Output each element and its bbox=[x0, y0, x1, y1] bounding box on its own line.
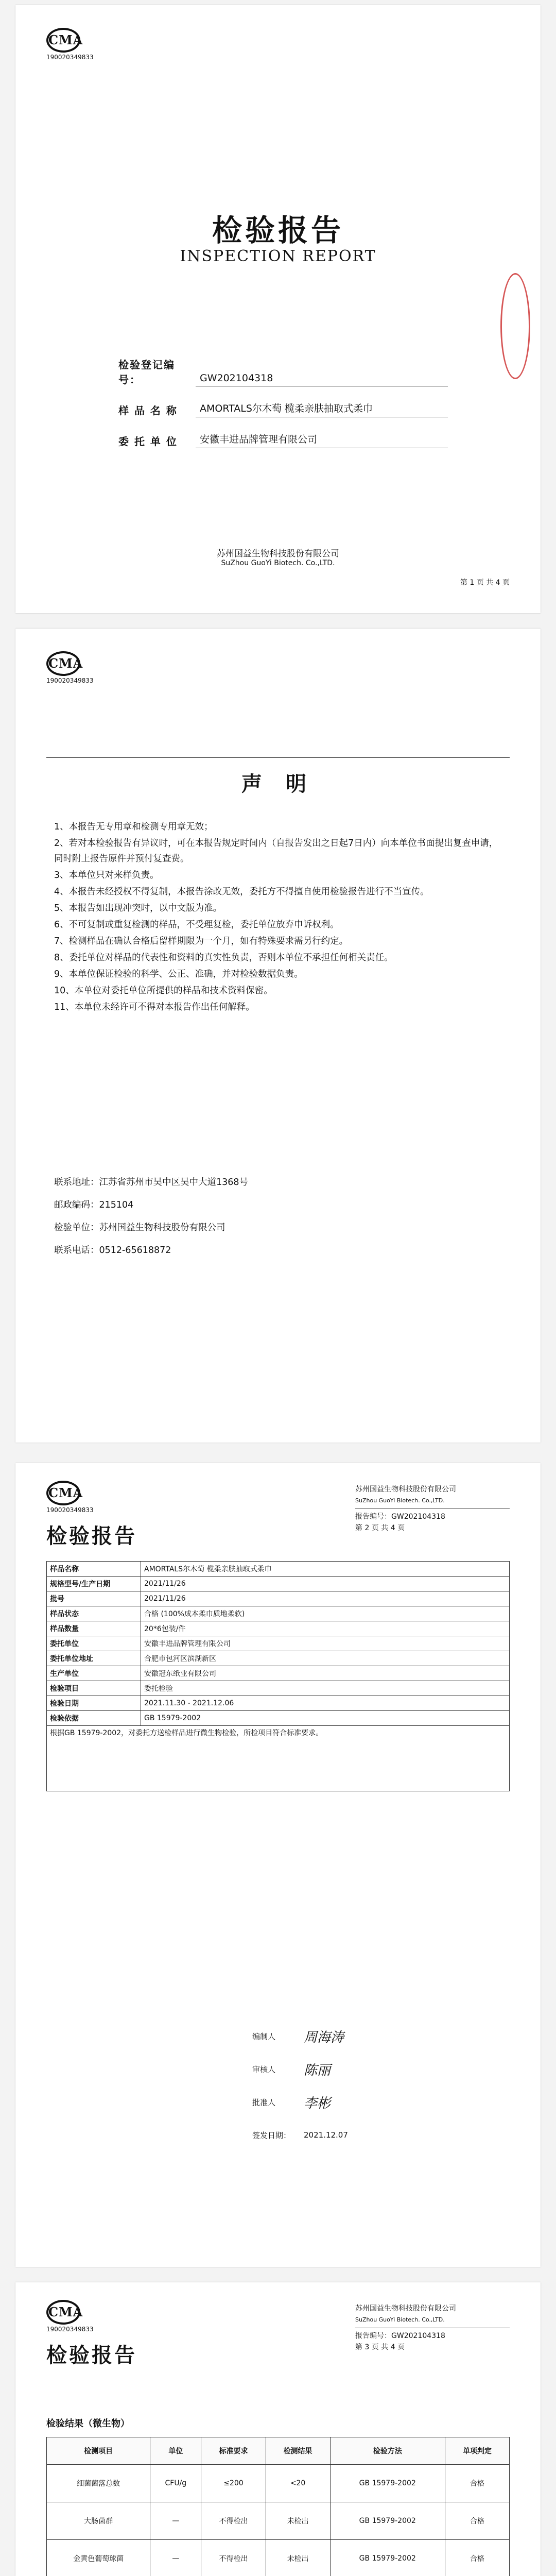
declaration-title: 声 明 bbox=[241, 772, 315, 796]
cma-logo bbox=[46, 1479, 98, 1514]
results-table bbox=[46, 2437, 510, 2576]
report-page bbox=[15, 1463, 541, 2267]
column-header: 单项判定 bbox=[445, 2437, 509, 2465]
field-value: GW202104318 bbox=[196, 372, 448, 386]
row-label: 批号 bbox=[47, 1591, 141, 1606]
row-value: 安徽丰进品牌管理有限公司 bbox=[141, 1636, 510, 1651]
cover-page bbox=[15, 5, 541, 613]
declaration-item: 4、本报告未经授权不得复制，本报告涂改无效，委托方不得擅自使用检验报告进行不当宣传。 bbox=[54, 887, 429, 897]
row-value: 20*6包装/件 bbox=[141, 1621, 510, 1636]
sign-date: 2021.12.07 bbox=[304, 2130, 348, 2140]
table-row bbox=[47, 1696, 510, 1711]
declaration-item: 6、不可复制或重复检测的样品，不受理复检，委托单位放弃申诉权利。 bbox=[54, 920, 339, 930]
cma-logo bbox=[46, 2298, 98, 2333]
sign-date-label: 签发日期： bbox=[252, 2130, 291, 2140]
field-row bbox=[118, 417, 448, 448]
row-label: 检验依据 bbox=[47, 1711, 141, 1726]
signature-block bbox=[252, 2020, 479, 2151]
cell: 不得检出 bbox=[201, 2540, 266, 2576]
report-header-info bbox=[355, 1484, 510, 1534]
cell: — bbox=[150, 2540, 201, 2576]
row-value: 合肥市包河区滨湖新区 bbox=[141, 1651, 510, 1666]
row-value: 安徽冠东纸业有限公司 bbox=[141, 1666, 510, 1681]
cma-mark: CMA bbox=[46, 28, 80, 53]
institute-name-en: SuZhou GuoYi Biotech. Co.,LTD. bbox=[355, 1495, 510, 1509]
table-row bbox=[47, 1621, 510, 1636]
cell: 合格 bbox=[445, 2502, 509, 2540]
cma-number: 190020349833 bbox=[46, 1506, 94, 1514]
row-label: 委托单位 bbox=[47, 1636, 141, 1651]
cell: — bbox=[150, 2502, 201, 2540]
contact-line: 邮政编码：215104 bbox=[54, 1200, 134, 1210]
sign-role: 批准人 bbox=[252, 2097, 276, 2107]
field-label: 检验登记编号： bbox=[118, 359, 175, 386]
cell: 不得检出 bbox=[201, 2502, 266, 2540]
row-value: 合格 (100%成本柔巾质地柔软) bbox=[141, 1606, 510, 1621]
cell: 细菌菌落总数 bbox=[47, 2465, 150, 2502]
column-header: 检验方法 bbox=[330, 2437, 445, 2465]
row-label: 检验日期 bbox=[47, 1696, 141, 1711]
cover-title: 检验报告 bbox=[212, 213, 344, 248]
declaration-item: 5、本报告如出现冲突时，以中文版为准。 bbox=[54, 903, 222, 913]
row-value: 2021.11.30 - 2021.12.06 bbox=[141, 1696, 510, 1711]
cell: GB 15979-2002 bbox=[330, 2502, 445, 2540]
column-header: 单位 bbox=[150, 2437, 201, 2465]
report-title: 检验报告 bbox=[46, 1524, 137, 1548]
row-label: 检验项目 bbox=[47, 1681, 141, 1696]
table-row bbox=[47, 1681, 510, 1696]
table-row bbox=[47, 1591, 510, 1606]
cma-mark: CMA bbox=[46, 2300, 80, 2325]
declaration-item: 1、本报告无专用章和检测专用章无效； bbox=[54, 822, 213, 832]
contact-info bbox=[54, 1175, 502, 1265]
cma-logo bbox=[46, 26, 98, 61]
table-row bbox=[47, 1636, 510, 1651]
cell: 合格 bbox=[445, 2465, 509, 2502]
sign-name: 陈丽 bbox=[304, 2062, 331, 2078]
row-label: 样品名称 bbox=[47, 1562, 141, 1577]
cell: 大肠菌群 bbox=[47, 2502, 150, 2540]
cma-number: 190020349833 bbox=[46, 2326, 94, 2333]
seal-stamp-icon bbox=[500, 273, 530, 379]
results-title: 检验报告 bbox=[46, 2344, 137, 2367]
row-label: 生产单位 bbox=[47, 1666, 141, 1681]
cell: 金黄色葡萄球菌 bbox=[47, 2540, 150, 2576]
contact-line: 检验单位：苏州国益生物科技股份有限公司 bbox=[54, 1223, 225, 1233]
field-value: 安徽丰进品牌管理有限公司 bbox=[196, 432, 448, 448]
institute-name: 苏州国益生物科技股份有限公司 bbox=[217, 549, 339, 559]
row-value: GB 15979-2002 bbox=[141, 1711, 510, 1726]
sign-role: 审核人 bbox=[252, 2064, 276, 2074]
page-number: 第 2 页 共 4 页 bbox=[355, 1524, 405, 1532]
report-no: GW202104318 bbox=[391, 1513, 445, 1521]
institute-name-en: SuZhou GuoYi Biotech. Co.,LTD. bbox=[355, 2314, 510, 2328]
declaration-item: 8、委托单位对样品的代表性和资料的真实性负责，否则本单位不承担任何相关责任。 bbox=[54, 953, 393, 963]
report-no-label: 报告编号： bbox=[355, 1513, 391, 1521]
declaration-item: 10、本单位对委托单位所提供的样品和技术资料保密。 bbox=[54, 986, 273, 996]
table-row bbox=[47, 1651, 510, 1666]
cell: CFU/g bbox=[150, 2465, 201, 2502]
row-value: 2021/11/26 bbox=[141, 1591, 510, 1606]
table-row bbox=[47, 1726, 510, 1791]
column-header: 标准要求 bbox=[201, 2437, 266, 2465]
institute-name: 苏州国益生物科技股份有限公司 bbox=[355, 2304, 456, 2313]
table-row bbox=[47, 1562, 510, 1577]
results-page bbox=[15, 2282, 541, 2576]
table-header-row bbox=[47, 2437, 510, 2465]
report-no-label: 报告编号： bbox=[355, 2332, 391, 2340]
field-label: 委 托 单 位 bbox=[118, 435, 178, 448]
table-row bbox=[47, 2465, 510, 2502]
cell: GB 15979-2002 bbox=[330, 2465, 445, 2502]
cover-subtitle: INSPECTION REPORT bbox=[180, 247, 376, 265]
row-value: 委托检验 bbox=[141, 1681, 510, 1696]
sign-name: 周海涛 bbox=[304, 2029, 344, 2045]
declaration-item: 11、本单位未经许可不得对本报告作出任何解释。 bbox=[54, 1002, 255, 1012]
sign-name: 李彬 bbox=[304, 2095, 331, 2111]
field-row bbox=[118, 355, 448, 386]
table-row bbox=[47, 1577, 510, 1591]
cma-logo bbox=[46, 649, 98, 684]
sign-role: 编制人 bbox=[252, 2031, 276, 2041]
declaration-item: 3、本单位只对来样负责。 bbox=[54, 870, 159, 880]
cell: 未检出 bbox=[266, 2502, 330, 2540]
results-section-title: 检验结果（微生物） bbox=[46, 2418, 130, 2429]
table-row bbox=[47, 1666, 510, 1681]
field-value: AMORTALS尔木萄 榄柔亲肤抽取式柔巾 bbox=[196, 401, 448, 417]
table-row bbox=[47, 2540, 510, 2576]
field-label: 样 品 名 称 bbox=[118, 404, 178, 417]
report-info-table bbox=[46, 1561, 510, 1791]
table-row bbox=[47, 1711, 510, 1726]
results-header-info bbox=[355, 2303, 510, 2353]
cma-mark: CMA bbox=[46, 651, 80, 676]
declaration-list bbox=[54, 819, 502, 1016]
cell: <20 bbox=[266, 2465, 330, 2502]
institute-name-en: SuZhou GuoYi Biotech. Co.,LTD. bbox=[221, 559, 335, 567]
conclusion-cell: 根据GB 15979-2002，对委托方送检样品进行微生物检验，所检项目符合标准要求。 bbox=[47, 1726, 510, 1791]
cma-number: 190020349833 bbox=[46, 677, 94, 684]
declaration-page bbox=[15, 629, 541, 1443]
cell: GB 15979-2002 bbox=[330, 2540, 445, 2576]
cell: 未检出 bbox=[266, 2540, 330, 2576]
table-row bbox=[47, 1606, 510, 1621]
cma-number: 190020349833 bbox=[46, 54, 94, 61]
column-header: 检测项目 bbox=[47, 2437, 150, 2465]
cover-fields bbox=[118, 355, 448, 448]
row-value: 2021/11/26 bbox=[141, 1577, 510, 1591]
row-label: 样品状态 bbox=[47, 1606, 141, 1621]
declaration-item: 7、检测样品在确认合格后留样期限为一个月，如有特殊要求需另行约定。 bbox=[54, 936, 349, 946]
row-value: AMORTALS尔木萄 榄柔亲肤抽取式柔巾 bbox=[141, 1562, 510, 1577]
contact-line: 联系地址：江苏省苏州市吴中区吴中大道1368号 bbox=[54, 1177, 249, 1188]
contact-line: 联系电话：0512-65618872 bbox=[54, 1245, 171, 1256]
table-row bbox=[47, 2502, 510, 2540]
institute-name: 苏州国益生物科技股份有限公司 bbox=[355, 1485, 456, 1494]
row-label: 委托单位地址 bbox=[47, 1651, 141, 1666]
row-label: 样品数量 bbox=[47, 1621, 141, 1636]
field-row bbox=[118, 386, 448, 417]
cell: ≤200 bbox=[201, 2465, 266, 2502]
divider bbox=[46, 757, 510, 758]
page-number: 第 1 页 共 4 页 bbox=[460, 579, 510, 587]
declaration-item: 9、本单位保证检验的科学、公正、准确，并对检验数据负责。 bbox=[54, 969, 303, 979]
cma-mark: CMA bbox=[46, 1481, 80, 1505]
page-number: 第 3 页 共 4 页 bbox=[355, 2343, 405, 2351]
row-label: 规格型号/生产日期 bbox=[47, 1577, 141, 1591]
cell: 合格 bbox=[445, 2540, 509, 2576]
declaration-item: 2、若对本检验报告有异议时，可在本报告规定时间内（自报告发出之日起7日内）向本单位书面提出复查申请，同时附上报告原件并预付复查费。 bbox=[54, 838, 498, 864]
report-no: GW202104318 bbox=[391, 2332, 445, 2340]
column-header: 检测结果 bbox=[266, 2437, 330, 2465]
